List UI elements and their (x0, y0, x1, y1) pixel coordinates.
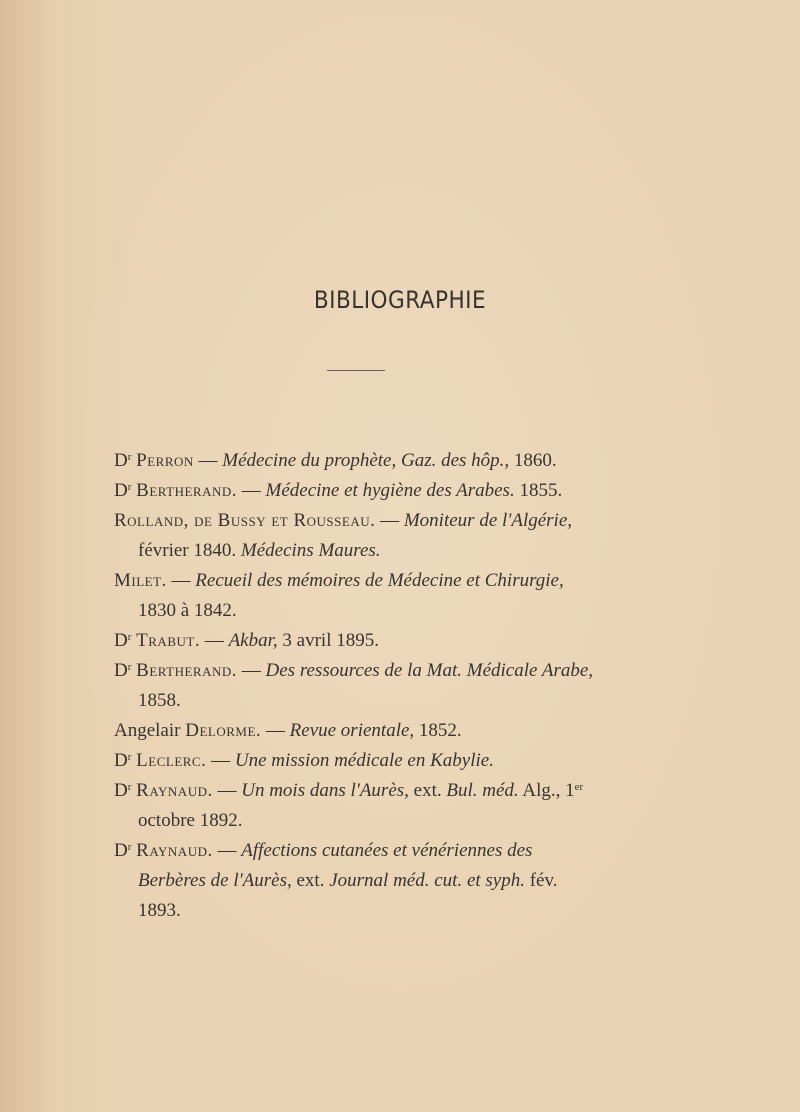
entry-author: Bertherand. (136, 480, 238, 501)
entry-title: Médecine et hygiène des Arabes. (265, 480, 515, 501)
entry-author: Delorme. (185, 720, 262, 741)
entry-author: Trabut. (136, 630, 201, 651)
entry-author: Raynaud. (136, 780, 213, 801)
entry-title-secondary: Médecins Maures. (240, 540, 381, 561)
bibliography-entry: $D^r$ Raynaud. — Un mois dans l'Aurès, ext. Bul. méd. Alg., 1er octobre 1892. (114, 780, 584, 831)
entry-author: Bertherand. (136, 660, 238, 681)
entry-title: Akbar, (228, 630, 278, 651)
entry-title: Des ressources de la Mat. Médicale Arabe, (265, 660, 594, 681)
entry-author: Rolland, de Bussy et Rousseau. (114, 510, 376, 531)
page-title: BIBLIOGRAPHIE (313, 286, 487, 314)
bibliography-entry: $D^r$ Bertherand. — Des ressources de la Mat. Médicale Arabe, 1858. (114, 660, 594, 711)
bibliography-list (114, 446, 604, 926)
entry-title: Recueil des mémoires de Médecine et Chirurgie, (195, 570, 564, 591)
entry-author: Perron (136, 450, 194, 471)
bibliography-entry: $D^r$ Raynaud. — Affections cutanées et vénériennes des Berbères de l'Aurès, ext. Journal méd. cut. et syph. fév. 1893. (114, 840, 558, 921)
bibliography-entry: $D^r$ Bertherand. — Médecine et hygiène des Arabes. 1855. (114, 480, 563, 501)
bibliography-entry: $D^r$ Trabut. — Akbar, 3 avril 1895. (114, 630, 379, 651)
entry-title: Affections cutanées et vénériennes des Berbères de l'Aurès, (138, 840, 533, 891)
entry-title-secondary: Journal méd. cut. et syph. (329, 870, 525, 891)
entry-author: Milet. (114, 570, 167, 591)
bibliography-entry: Angelair Delorme. — Revue orientale, 1852. (114, 720, 462, 741)
entry-title: Une mission médicale en Kabylie. (234, 750, 494, 771)
bibliography-entry: Milet. — Recueil des mémoires de Médecine et Chirurgie, 1830 à 1842. (114, 570, 564, 621)
title-divider (327, 370, 385, 371)
entry-author: Raynaud. (136, 840, 213, 861)
bibliography-entry: Rolland, de Bussy et Rousseau. — Moniteur de l'Algérie, février 1840. Médecins Maures. (114, 510, 573, 561)
entry-title-secondary: Bul. méd. (446, 780, 519, 801)
entry-title: Moniteur de l'Algérie, (403, 510, 573, 531)
entry-author: Leclerc. (136, 750, 207, 771)
entry-title: Revue orientale, (289, 720, 415, 741)
entry-title: Un mois dans l'Aurès, (241, 780, 409, 801)
bibliography-entry: $D^r$ Perron — Médecine du prophète, Gaz. des hôp., 1860. (114, 450, 557, 471)
bibliography-entry: $D^r$ Leclerc. — Une mission médicale en Kabylie. (114, 750, 494, 771)
entry-title: Médecine du prophète, Gaz. des hôp., (222, 450, 510, 471)
